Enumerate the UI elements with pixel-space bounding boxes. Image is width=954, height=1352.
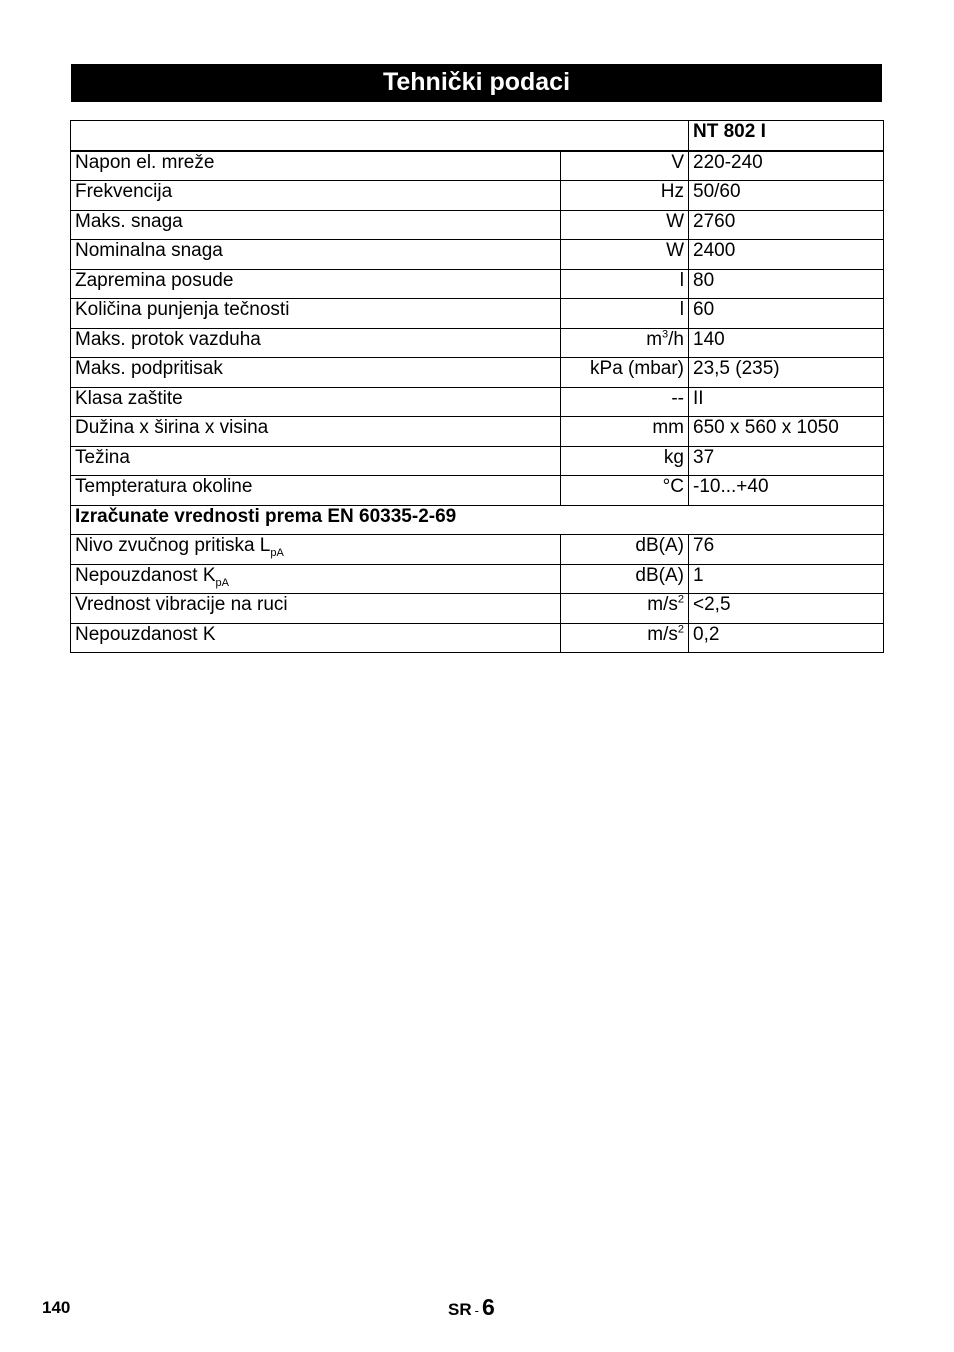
table-row: [71, 535, 884, 565]
model-name: NT 802 I: [689, 121, 884, 151]
page-title: Tehnički podaci: [71, 64, 882, 102]
row-label: [71, 564, 561, 594]
row-value: 37: [689, 446, 884, 476]
table-row: [71, 240, 884, 270]
row-value: 2400: [689, 240, 884, 270]
unit-base: m/s: [647, 623, 678, 645]
table-row: [71, 269, 884, 299]
row-label: Dužina x širina x visina: [71, 417, 561, 447]
unit-base: m/s: [647, 594, 678, 615]
table-row: [71, 299, 884, 329]
section-marker: [448, 1294, 495, 1321]
unit-base: m: [646, 328, 663, 350]
table-row: [71, 151, 884, 181]
row-value: <2,5: [689, 594, 884, 624]
table-row: [71, 594, 884, 624]
row-label: Maks. snaga: [71, 210, 561, 240]
language-code: SR: [448, 1300, 472, 1319]
unit-superscript: 2: [677, 623, 684, 636]
section-separator: -: [474, 1303, 479, 1318]
table-row: [71, 181, 884, 211]
row-value: 50/60: [689, 181, 884, 211]
row-unit: kg: [561, 446, 689, 476]
table-row: [71, 564, 884, 594]
row-unit: l: [561, 269, 689, 299]
row-label: Težina: [71, 446, 561, 476]
row-unit: W: [561, 240, 689, 270]
section-heading-row: [71, 505, 884, 535]
page-number: 140: [42, 1298, 71, 1317]
row-unit: Hz: [561, 181, 689, 211]
row-label: Klasa zaštite: [71, 387, 561, 417]
row-label: Maks. protok vazduha: [71, 328, 561, 358]
section-heading: Izračunate vrednosti prema EN 60335-2-69: [71, 505, 884, 535]
table-row: [71, 328, 884, 358]
row-unit: [561, 623, 689, 653]
row-value: II: [689, 387, 884, 417]
row-label: Količina punjenja tečnosti: [71, 299, 561, 329]
table-row: [71, 358, 884, 388]
row-unit: [561, 594, 689, 624]
row-unit: l: [561, 299, 689, 329]
section-number: 6: [481, 1294, 495, 1320]
row-label: Nominalna snaga: [71, 240, 561, 270]
unit-superscript: 3: [662, 328, 669, 341]
row-unit: °C: [561, 476, 689, 506]
row-value: 650 x 560 x 1050: [689, 417, 884, 447]
row-unit: [561, 328, 689, 358]
row-value: 2760: [689, 210, 884, 240]
table-row: [71, 446, 884, 476]
row-label: Zapremina posude: [71, 269, 561, 299]
row-value: 0,2: [689, 623, 884, 653]
label-subscript: pA: [215, 576, 229, 589]
row-value: 220-240: [689, 151, 884, 181]
row-unit: kPa (mbar): [561, 358, 689, 388]
technical-data-table: [70, 120, 884, 653]
row-label: Frekvencija: [71, 181, 561, 211]
row-value: 1: [689, 564, 884, 594]
row-label: Vrednost vibracije na ruci: [71, 594, 561, 624]
row-unit: V: [561, 151, 689, 181]
table-header-row: [71, 121, 884, 151]
row-label: Nepouzdanost K: [71, 623, 561, 653]
table-row: [71, 476, 884, 506]
row-unit: mm: [561, 417, 689, 447]
row-value: 80: [689, 269, 884, 299]
table-row: [71, 417, 884, 447]
label-subscript: pA: [270, 546, 284, 559]
row-value: 23,5 (235): [689, 358, 884, 388]
row-label: [71, 535, 561, 565]
row-label: Tempteratura okoline: [71, 476, 561, 506]
row-label: Napon el. mreže: [71, 151, 561, 181]
label-base: Nepouzdanost K: [75, 564, 216, 586]
row-label: Maks. podpritisak: [71, 358, 561, 388]
row-value: -10...+40: [689, 476, 884, 506]
table-row: [71, 623, 884, 653]
unit-tail: /h: [668, 328, 684, 350]
unit-superscript: 2: [677, 593, 684, 606]
table-row: [71, 387, 884, 417]
table-header-empty-cell: [71, 121, 689, 151]
row-unit: dB(A): [561, 564, 689, 594]
row-unit: W: [561, 210, 689, 240]
row-unit: dB(A): [561, 535, 689, 565]
row-value: 76: [689, 535, 884, 565]
table-row: [71, 210, 884, 240]
row-unit: --: [561, 387, 689, 417]
row-value: 140: [689, 328, 884, 358]
row-value: 60: [689, 299, 884, 329]
label-base: Nivo zvučnog pritiska L: [75, 535, 271, 556]
